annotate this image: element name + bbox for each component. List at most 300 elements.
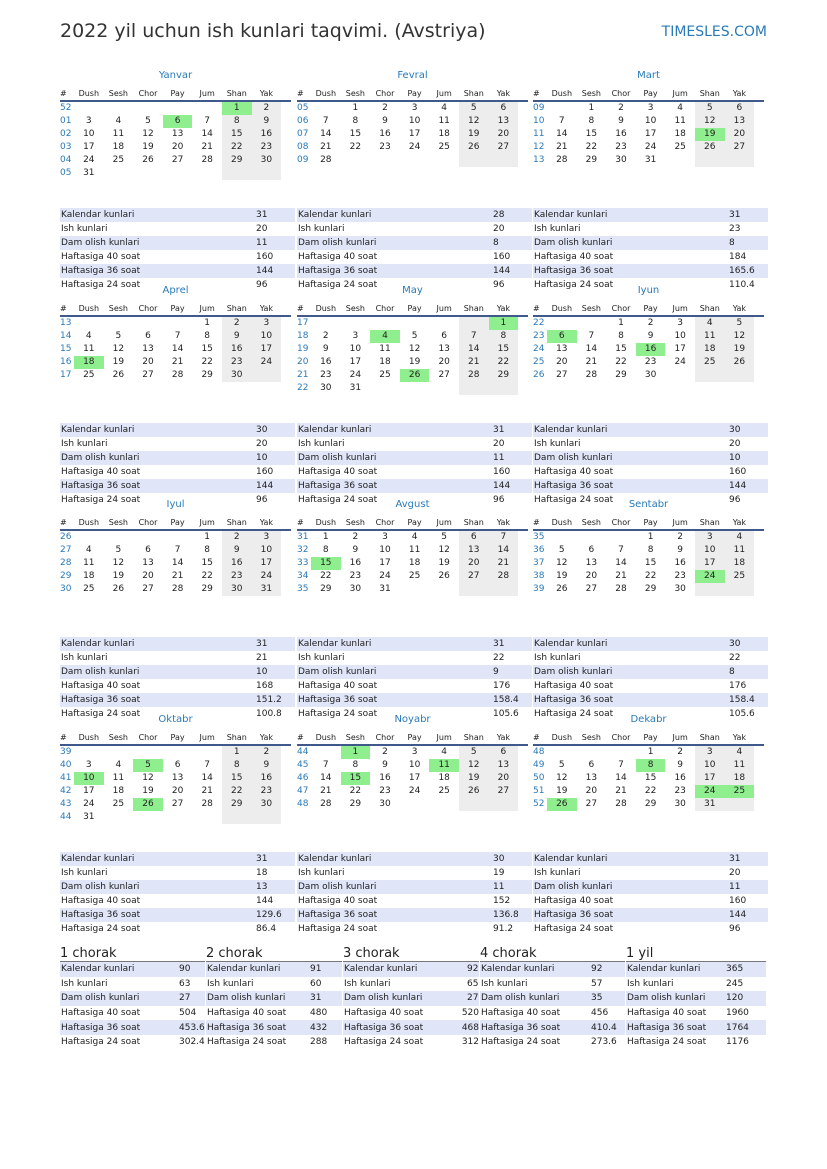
day-cell: 16 — [252, 772, 282, 785]
stat-value: 20 — [256, 224, 268, 234]
day-cell: 14 — [201, 129, 213, 139]
stat-value: 158.4 — [493, 695, 519, 705]
week-number: 49 — [533, 760, 545, 770]
quarter-stat-row — [60, 977, 205, 992]
day-cell: 28 — [615, 584, 627, 594]
empty-cell — [489, 798, 519, 811]
month-name: May — [402, 285, 423, 296]
stat-row — [60, 679, 295, 693]
day-cell: 19 — [142, 142, 154, 152]
weekday-label: Chor — [138, 733, 158, 742]
day-cell: 31 — [83, 812, 95, 822]
day-cell: 24 — [695, 785, 725, 798]
weekday-label: Dush — [78, 518, 100, 527]
week-number: 37 — [533, 558, 545, 568]
day-cell: 21 — [489, 557, 519, 570]
quarter-stat-row — [343, 991, 479, 1006]
site-logo-link[interactable]: TIMESLES.COM — [661, 24, 767, 40]
empty-cell — [695, 583, 725, 596]
stat-value: 10 — [729, 453, 741, 463]
quarter-stat-label: Ish kunlari — [481, 978, 528, 989]
day-cell: 30 — [674, 799, 686, 809]
month-calendar — [297, 517, 528, 596]
stat-label: Dam olish kunlari — [61, 882, 140, 892]
quarter-stat-label: Haftasiga 24 soat — [61, 1037, 141, 1048]
quarter-stat-value: 60 — [310, 978, 322, 989]
empty-cell — [370, 154, 400, 167]
stat-label: Dam olish kunlari — [534, 453, 613, 463]
month-stats — [60, 208, 295, 292]
day-cell: 8 — [618, 331, 624, 341]
day-cell: 31 — [379, 584, 391, 594]
day-cell: 13 — [459, 544, 489, 557]
empty-cell — [163, 746, 193, 759]
day-cell: 26 — [438, 571, 450, 581]
day-cell: 8 — [647, 545, 654, 555]
quarter-block — [60, 945, 205, 1050]
day-cell: 24 — [252, 570, 282, 583]
weekday-label: Dush — [315, 733, 337, 742]
quarter-block — [343, 945, 479, 1050]
day-cell: 22 — [222, 141, 252, 154]
day-cell: 3 — [695, 531, 725, 544]
day-cell: 24 — [408, 142, 421, 152]
stat-label: Ish kunlari — [61, 868, 108, 878]
day-cell: 18 — [74, 356, 104, 369]
quarter-stat-label: Dam olish kunlari — [61, 993, 140, 1004]
stat-label: Ish kunlari — [298, 439, 345, 449]
day-cell: 18 — [83, 571, 95, 581]
stat-row — [533, 679, 768, 693]
week-number: 40 — [60, 760, 72, 770]
day-cell: 14 — [489, 544, 519, 557]
day-cell: 21 — [459, 356, 489, 369]
week-row — [533, 557, 764, 570]
day-cell: 5 — [441, 532, 448, 542]
day-cell: 20 — [171, 142, 184, 152]
empty-cell — [341, 317, 371, 330]
day-cell: 10 — [674, 331, 686, 341]
stat-value: 20 — [493, 439, 505, 449]
empty-cell — [252, 369, 282, 382]
stat-row — [60, 880, 295, 894]
week-number: 13 — [533, 155, 545, 165]
empty-cell — [725, 583, 755, 596]
quarter-stat-value: 302.4 — [179, 1037, 205, 1048]
week-row — [297, 317, 528, 330]
stat-value: 144 — [256, 266, 274, 276]
quarter-stat-row — [480, 977, 625, 992]
stat-value: 31 — [256, 854, 268, 864]
day-cell: 8 — [489, 330, 519, 343]
weekday-label: Chor — [375, 733, 395, 742]
week-row — [297, 154, 528, 167]
day-cell: 10 — [408, 760, 421, 770]
week-row — [533, 746, 764, 759]
day-cell: 4 — [725, 746, 755, 759]
stat-row — [297, 880, 532, 894]
empty-cell — [341, 154, 371, 167]
stat-value: 13 — [256, 882, 268, 892]
day-cell: 6 — [174, 760, 181, 770]
quarter-stat-row — [206, 977, 342, 992]
stat-row — [60, 693, 295, 707]
day-cell: 1 — [222, 746, 252, 759]
stat-label: Dam olish kunlari — [61, 453, 140, 463]
stat-value: 144 — [729, 910, 747, 920]
day-cell: 14 — [201, 773, 213, 783]
week-row — [533, 798, 764, 811]
stat-row — [533, 693, 768, 707]
month-name: Iyun — [637, 285, 660, 296]
quarter-stat-row — [626, 1020, 766, 1035]
day-cell: 24 — [83, 155, 95, 165]
stat-value: 11 — [256, 238, 268, 248]
empty-cell — [547, 531, 577, 544]
stat-row — [533, 922, 768, 936]
quarter-stat-value: 432 — [310, 1022, 328, 1033]
day-cell: 2 — [618, 103, 624, 113]
empty-cell — [370, 382, 400, 395]
weekday-label: Yak — [259, 89, 274, 98]
weekday-label: # — [60, 733, 67, 742]
day-cell: 10 — [349, 344, 362, 354]
week-row — [533, 531, 764, 544]
day-cell: 20 — [585, 786, 598, 796]
weekday-label: Dush — [315, 518, 337, 527]
quarter-stat-label: Ish kunlari — [627, 978, 674, 989]
week-row — [533, 330, 764, 343]
stat-value: 144 — [256, 896, 274, 906]
month-calendar — [533, 732, 764, 811]
stat-value: 11 — [729, 882, 741, 892]
empty-cell — [163, 531, 193, 544]
stat-value: 31 — [493, 425, 505, 435]
week-row — [297, 356, 528, 369]
weekday-label: Chor — [375, 89, 395, 98]
month-name: Oktabr — [158, 714, 193, 725]
quarter-stats — [480, 962, 625, 1050]
month-stats — [533, 637, 768, 721]
day-cell: 17 — [695, 772, 725, 785]
empty-cell — [577, 317, 607, 330]
stat-value: 158.4 — [729, 695, 755, 705]
stat-value: 30 — [729, 425, 741, 435]
day-cell: 2 — [382, 747, 388, 757]
quarter-stat-value: 90 — [179, 964, 191, 975]
stat-label: Haftasiga 40 soat — [61, 467, 141, 477]
stat-label: Haftasiga 24 soat — [298, 709, 378, 719]
empty-cell — [489, 154, 519, 167]
week-row — [533, 570, 764, 583]
quarter-stat-value: 245 — [726, 978, 744, 989]
stat-label: Haftasiga 24 soat — [61, 280, 141, 290]
day-cell: 3 — [252, 317, 282, 330]
weekday-label: Pay — [643, 733, 658, 742]
day-cell: 17 — [252, 557, 282, 570]
weekday-label: # — [297, 304, 304, 313]
week-row — [297, 557, 528, 570]
weekday-label: # — [60, 89, 67, 98]
stat-label: Haftasiga 40 soat — [534, 896, 614, 906]
week-row — [533, 785, 764, 798]
weekday-label: Jum — [436, 89, 452, 98]
month-stats — [297, 423, 532, 507]
stat-label: Haftasiga 40 soat — [61, 252, 141, 262]
stat-value: 184 — [729, 252, 747, 262]
day-cell: 23 — [320, 370, 332, 380]
day-cell: 30 — [222, 583, 252, 596]
week-number: 28 — [60, 558, 72, 568]
stat-value: 8 — [729, 238, 735, 248]
quarter-stat-label: Haftasiga 40 soat — [481, 1008, 561, 1019]
quarter-stat-value: 35 — [591, 993, 603, 1004]
stat-row — [533, 852, 768, 866]
stat-value: 152 — [493, 896, 511, 906]
day-cell: 8 — [352, 760, 359, 770]
day-cell: 7 — [489, 531, 519, 544]
weekday-header — [60, 517, 291, 531]
day-cell: 2 — [252, 746, 282, 759]
day-cell: 28 — [585, 370, 598, 380]
quarter-stat-label: Dam olish kunlari — [344, 993, 423, 1004]
day-cell: 25 — [83, 584, 95, 594]
day-cell: 27 — [142, 370, 154, 380]
month-name: Sentabr — [628, 499, 669, 510]
empty-cell — [429, 317, 459, 330]
day-cell: 30 — [615, 155, 627, 165]
day-cell: 9 — [382, 116, 388, 126]
day-cell: 13 — [725, 115, 755, 128]
stat-row — [297, 236, 532, 250]
empty-cell — [429, 583, 459, 596]
stat-label: Kalendar kunlari — [298, 210, 372, 220]
weekday-header — [60, 732, 291, 746]
week-number: 05 — [60, 168, 72, 178]
quarter-stat-label: Kalendar kunlari — [481, 964, 555, 975]
week-number: 26 — [533, 370, 545, 380]
weekday-label: Chor — [138, 304, 158, 313]
stat-value: 31 — [729, 854, 741, 864]
empty-cell — [429, 154, 459, 167]
quarter-stat-label: Kalendar kunlari — [344, 964, 418, 975]
month-stats — [60, 852, 295, 936]
stat-label: Haftasiga 36 soat — [298, 695, 378, 705]
stat-value: 96 — [256, 495, 268, 505]
week-number: 05 — [297, 103, 309, 113]
stat-value: 22 — [729, 653, 741, 663]
day-cell: 24 — [83, 799, 95, 809]
empty-cell — [133, 102, 163, 115]
weekday-header — [60, 88, 291, 102]
day-cell: 23 — [222, 356, 252, 369]
day-cell: 9 — [677, 760, 684, 770]
month-calendar — [533, 88, 764, 167]
day-cell: 3 — [382, 532, 388, 542]
week-number: 16 — [60, 357, 72, 367]
weekday-label: Sesh — [345, 518, 366, 527]
day-cell: 14 — [615, 773, 627, 783]
quarter-stat-value: 120 — [726, 993, 744, 1004]
weekday-label: Yak — [496, 733, 511, 742]
week-number: 22 — [297, 383, 309, 393]
quarter-stat-label: Haftasiga 40 soat — [207, 1008, 287, 1019]
stat-row — [60, 852, 295, 866]
empty-cell — [104, 102, 134, 115]
week-number: 11 — [533, 129, 545, 139]
stat-row — [297, 665, 532, 679]
week-number: 43 — [60, 799, 72, 809]
weekday-label: Dush — [551, 733, 573, 742]
stat-value: 96 — [729, 495, 741, 505]
weekday-label: Yak — [732, 304, 747, 313]
day-cell: 4 — [725, 531, 755, 544]
day-cell: 4 — [85, 331, 92, 341]
weekday-label: Yak — [259, 304, 274, 313]
empty-cell — [133, 167, 163, 180]
day-cell: 5 — [133, 759, 163, 772]
quarter-stat-row — [206, 1020, 342, 1035]
day-cell: 24 — [695, 570, 725, 583]
week-row — [60, 798, 291, 811]
week-row — [297, 798, 528, 811]
day-cell: 15 — [585, 129, 598, 139]
empty-cell — [577, 531, 607, 544]
day-cell: 10 — [74, 772, 104, 785]
stat-label: Ish kunlari — [61, 224, 108, 234]
stat-label: Haftasiga 36 soat — [61, 910, 141, 920]
week-row — [60, 317, 291, 330]
month-stats — [60, 423, 295, 507]
week-number: 20 — [297, 357, 309, 367]
day-cell: 17 — [408, 129, 421, 139]
day-cell: 25 — [438, 786, 450, 796]
empty-cell — [74, 531, 104, 544]
quarter-stat-row — [343, 1020, 479, 1035]
weekday-label: # — [533, 518, 540, 527]
stat-label: Ish kunlari — [61, 439, 108, 449]
stat-value: 9 — [493, 667, 499, 677]
week-row — [60, 115, 291, 128]
week-row — [297, 583, 528, 596]
stat-value: 8 — [493, 238, 499, 248]
day-cell: 8 — [636, 759, 666, 772]
day-cell: 30 — [644, 370, 657, 380]
week-number: 46 — [297, 773, 309, 783]
day-cell: 27 — [585, 799, 598, 809]
quarter-stat-label: Haftasiga 24 soat — [344, 1037, 424, 1048]
weekday-label: Pay — [643, 518, 658, 527]
month-stats — [297, 852, 532, 936]
week-row — [533, 583, 764, 596]
quarter-stat-value: 520 — [461, 1008, 479, 1019]
day-cell: 28 — [171, 584, 184, 594]
quarter-stat-value: 273.6 — [591, 1037, 617, 1048]
day-cell: 23 — [252, 141, 282, 154]
week-row — [60, 330, 291, 343]
stat-row — [297, 922, 532, 936]
stat-row — [533, 880, 768, 894]
quarter-stat-row — [343, 1035, 479, 1050]
quarter-stat-row — [480, 1020, 625, 1035]
weekday-header — [533, 88, 764, 102]
quarter-stat-value: 57 — [591, 978, 603, 989]
day-cell: 20 — [585, 571, 598, 581]
stat-value: 144 — [256, 481, 274, 491]
day-cell: 22 — [201, 357, 213, 367]
day-cell: 29 — [201, 370, 213, 380]
stat-row — [533, 437, 768, 451]
day-cell: 25 — [438, 142, 450, 152]
day-cell: 8 — [204, 331, 211, 341]
week-number: 33 — [297, 558, 309, 568]
stat-value: 160 — [256, 467, 274, 477]
week-row — [60, 167, 291, 180]
quarter-stat-row — [206, 1035, 342, 1050]
stat-row — [60, 423, 295, 437]
stat-label: Dam olish kunlari — [298, 667, 377, 677]
day-cell: 27 — [171, 799, 184, 809]
stat-value: 110.4 — [729, 280, 755, 290]
day-cell: 26 — [112, 370, 125, 380]
day-cell: 12 — [556, 773, 568, 783]
day-cell: 2 — [677, 532, 684, 542]
day-cell: 8 — [322, 545, 329, 555]
day-cell: 7 — [618, 760, 624, 770]
stat-value: 18 — [256, 868, 268, 878]
day-cell: 1 — [341, 746, 371, 759]
day-cell: 15 — [201, 558, 213, 568]
stat-label: Haftasiga 40 soat — [298, 681, 378, 691]
stat-label: Haftasiga 24 soat — [534, 924, 614, 934]
weekday-label: Yak — [732, 518, 747, 527]
day-cell: 20 — [489, 772, 519, 785]
empty-cell — [459, 317, 489, 330]
day-cell: 23 — [644, 357, 657, 367]
stat-row — [297, 437, 532, 451]
week-number: 14 — [60, 331, 72, 341]
month-name: Aprel — [162, 285, 189, 296]
quarter-stat-label: Haftasiga 24 soat — [481, 1037, 561, 1048]
quarter-stat-value: 1764 — [726, 1022, 749, 1033]
weekday-label: # — [297, 733, 304, 742]
week-row — [60, 544, 291, 557]
weekday-label: Shan — [226, 733, 247, 742]
week-number: 17 — [60, 370, 72, 380]
day-cell: 5 — [115, 331, 122, 341]
quarter-stat-value: 27 — [179, 993, 191, 1004]
day-cell: 18 — [695, 343, 725, 356]
weekday-label: Sesh — [581, 304, 602, 313]
day-cell: 30 — [252, 154, 282, 167]
month-calendar — [297, 303, 528, 395]
day-cell: 16 — [674, 558, 686, 568]
day-cell: 25 — [112, 799, 125, 809]
empty-cell — [606, 531, 636, 544]
day-cell: 30 — [252, 798, 282, 811]
stat-value: 96 — [256, 280, 268, 290]
day-cell: 24 — [252, 356, 282, 369]
stat-row — [60, 908, 295, 922]
day-cell: 12 — [459, 115, 489, 128]
day-cell: 28 — [320, 799, 332, 809]
week-number: 15 — [60, 344, 72, 354]
stat-row — [533, 637, 768, 651]
day-cell: 10 — [252, 330, 282, 343]
day-cell: 21 — [556, 142, 568, 152]
stat-label: Dam olish kunlari — [534, 882, 613, 892]
weekday-label: Pay — [407, 89, 422, 98]
